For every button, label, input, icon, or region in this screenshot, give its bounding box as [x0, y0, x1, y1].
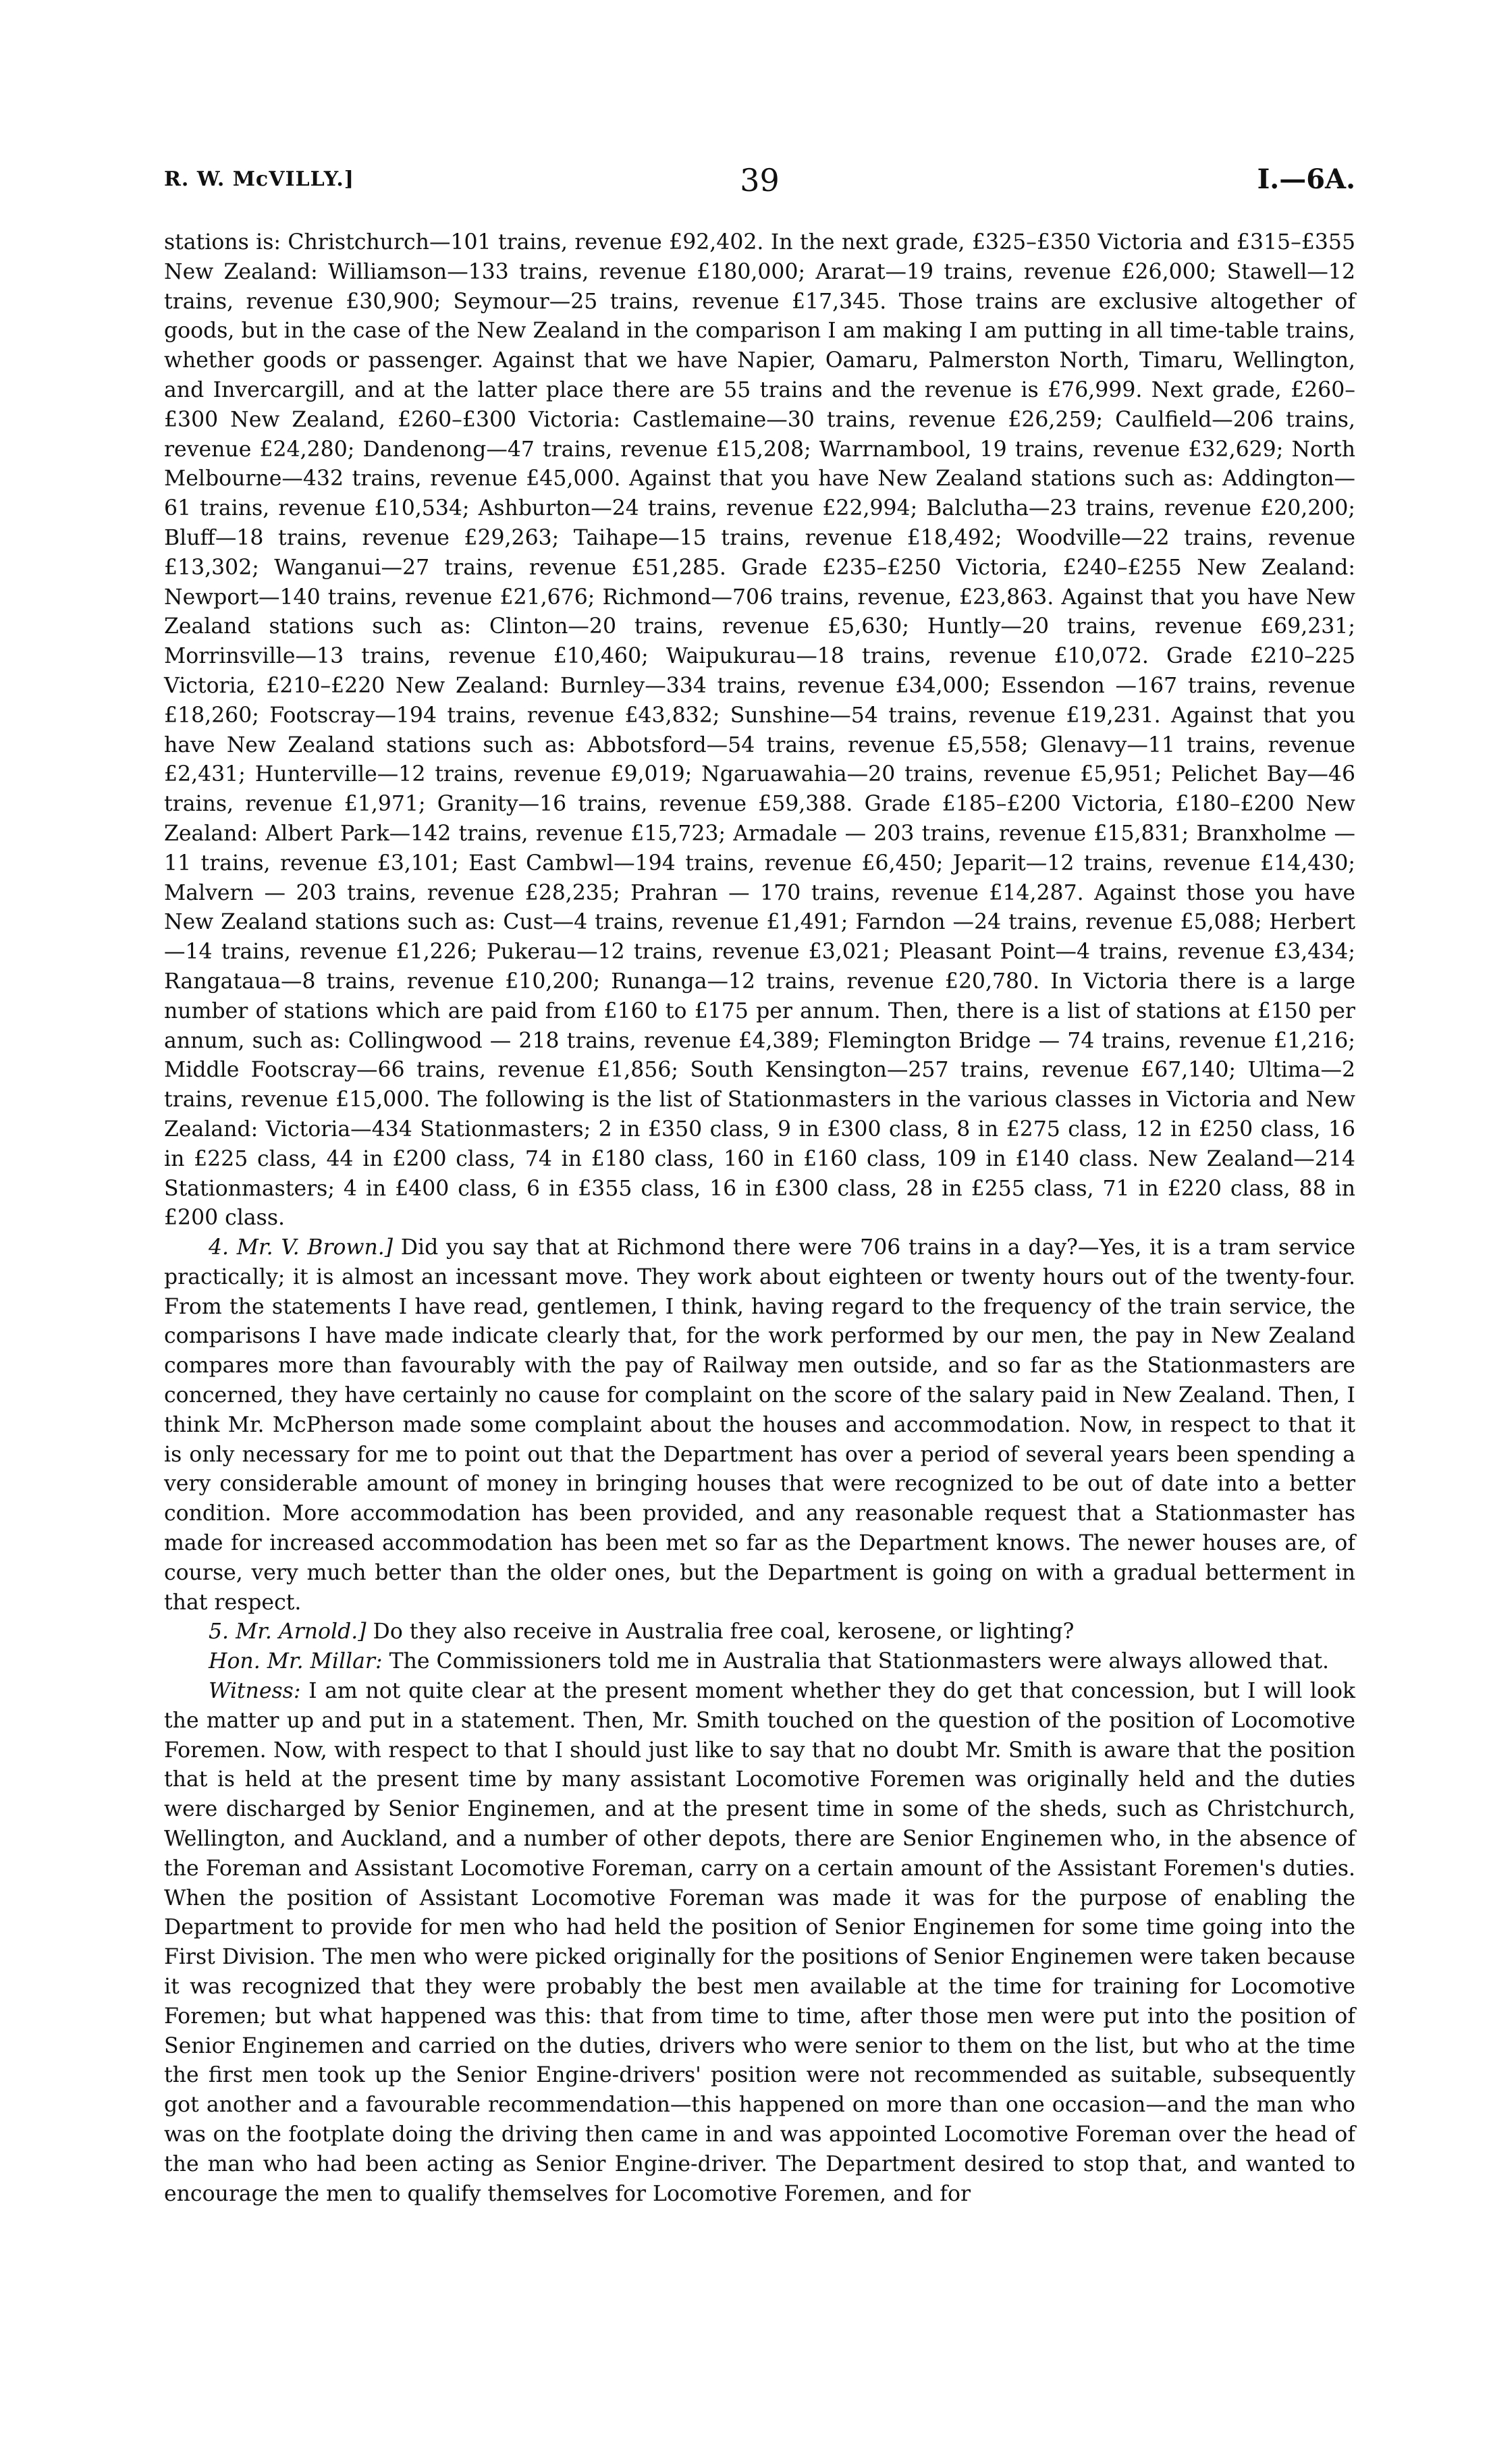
speaker-label: 5. Mr. Arnold.] [209, 1619, 367, 1644]
paragraph-millar [164, 1647, 1355, 1677]
speaker-label: Hon. Mr. Millar: [209, 1649, 383, 1674]
page-header [164, 162, 1355, 203]
document-reference: I.—6A. [1257, 163, 1355, 195]
page-number: 39 [740, 162, 780, 198]
body-text [164, 228, 1355, 2209]
header-author: R. W. McVILLY.] [164, 167, 354, 191]
paragraph-text: I am not quite clear at the present moment whether they do get that concession, but I will look the matter up and put in a statement. Then, Mr. Smith touched on the question of the position of Locomotive Foremen. Now, with respect to that I should just like to say that no doubt Mr. Smith is aware that the position that is held at the present time by many assistant Locomotive Foremen was originally held and the duties were discharged by Senior Enginemen, and at the present time in some of the sheds, such as Christchurch, Wellington, and Auckland, and a number of other depots, there are Senior Enginemen who, in the absence of the Foreman and Assistant Locomotive Foreman, carry on a certain amount of the Assistant Foremen's duties. When the position of Assistant Locomotive Foreman was made it was for the purpose of enabling the Department to provide for men who had held the position of Senior Enginemen for some time going into the First Division. The men who were picked originally for the positions of Senior Enginemen were taken because it was recognized that they were probably the best men available at the time for training for Locomotive Foremen; but what happened was this: that from time to time, after those men were put into the position of Senior Enginemen and carried on the duties, drivers who were senior to them on the list, but who at the time the first men took up the Senior Engine-drivers' position were not recommended as suitable, subsequently got another and a favourable recommendation—this happened on more than one occasion—and the man who was on the footplate doing the driving then came in and was appointed Locomotive Foreman over the head of the man who had been acting as Senior Engine-driver. The Department desired to stop that, and wanted to encourage the men to qualify themselves for Locomotive Foremen, and for [164, 1679, 1355, 2206]
speaker-label: 4. Mr. V. Brown.] [209, 1235, 394, 1260]
paragraph-text: Do they also receive in Australia free coal, kerosene, or lighting? [366, 1619, 1075, 1644]
paragraph-text: Did you say that at Richmond there were 706 trains in a day?—Yes, it is a tram service practically; it is almost an incessant move. They work about eighteen or twenty hours out of the twenty-four. From the statements I have read, gentlemen, I think, having regard to the frequency of the train service, the comparisons I have made indicate clearly that, for the work performed by our men, the pay in New Zealand compares more than favourably with the pay of Railway men outside, and so far as the Stationmasters are concerned, they have certainly no cause for complaint on the score of the salary paid in New Zealand. Then, I think Mr. McPherson made some complaint about the houses and accommodation. Now, in respect to that it is only necessary for me to point out that the Department has over a period of several years been spending a very considerable amount of money in bringing houses that were recognized to be out of date into a better condition. More accommodation has been provided, and any reasonable request that a Stationmaster has made for increased accommodation has been met so far as the Department knows. The newer houses are, of course, very much better than the older ones, but the Department is going on with a gradual betterment in that respect. [164, 1235, 1356, 1615]
paragraph-station-comparison: stations is: Christchurch—101 trains, revenue £92,402. In the next grade, £325–£350 Victoria and £315–£355 New Zealand: Williamson—133 trains, revenue £180,000; Ararat—19 trains, revenue £26,000; Stawell—12 trains, revenue £30,900; Seymour—25 trains, revenue £17,345. Those trains are exclusive altogether of goods, but in the case of the New Zealand in the comparison I am making I am putting in all time-table trains, whether goods or passenger. Against that we have Napier, Oamaru, Palmerston North, Timaru, Wellington, and Invercargill, and at the latter place there are 55 trains and the revenue is £76,999. Next grade, £260–£300 New Zealand, £260–£300 Victoria: Castlemaine—30 trains, revenue £26,259; Caulfield—206 trains, revenue £24,280; Dandenong—47 trains, revenue £15,208; Warrnambool, 19 trains, revenue £32,629; North Melbourne—432 trains, revenue £45,000. Against that you have New Zealand stations such as: Addington—61 trains, revenue £10,534; Ashburton—24 trains, revenue £22,994; Balclutha—23 trains, revenue £20,200; Bluff—18 trains, revenue £29,263; Taihape—15 trains, revenue £18,492; Woodville—22 trains, revenue £13,302; Wanganui—27 trains, revenue £51,285. Grade £235–£250 Victoria, £240–£255 New Zealand: Newport—140 trains, revenue £21,676; Richmond—706 trains, revenue, £23,863. Against that you have New Zealand stations such as: Clinton—20 trains, revenue £5,630; Huntly—20 trains, revenue £69,231; Morrinsville—13 trains, revenue £10,460; Waipukurau—18 trains, revenue £10,072. Grade £210–225 Victoria, £210–£220 New Zealand: Burnley—334 trains, revenue £34,000; Essendon —167 trains, revenue £18,260; Footscray—194 trains, revenue £43,832; Sunshine—54 trains, revenue £19,231. Against that you have New Zealand stations such as: Abbotsford—54 trains, revenue £5,558; Glenavy—11 trains, revenue £2,431; Hunterville—12 trains, revenue £9,019; Ngaruawahia—20 trains, revenue £5,951; Pelichet Bay—46 trains, revenue £1,971; Granity—16 trains, revenue £59,388. Grade £185–£200 Victoria, £180–£200 New Zealand: Albert Park—142 trains, revenue £15,723; Armadale — 203 trains, revenue £15,831; Branxholme — 11 trains, revenue £3,101; East Cambwl—194 trains, revenue £6,450; Jeparit—12 trains, revenue £14,430; Malvern — 203 trains, revenue £28,235; Prahran — 170 trains, revenue £14,287. Against those you have New Zealand stations such as: Cust—4 trains, revenue £1,491; Farndon —24 trains, revenue £5,088; Herbert—14 trains, revenue £1,226; Pukerau—12 trains, revenue £3,021; Pleasant Point—4 trains, revenue £3,434; Rangataua—8 trains, revenue £10,200; Runanga—12 trains, revenue £20,780. In Victoria there is a large number of stations which are paid from £160 to £175 per annum. Then, there is a list of stations at £150 per annum, such as: Collingwood — 218 trains, revenue £4,389; Flemington Bridge — 74 trains, revenue £1,216; Middle Footscray—66 trains, revenue £1,856; South Kensington—257 trains, revenue £67,140; Ultima—2 trains, revenue £15,000. The following is the list of Stationmasters in the various classes in Victoria and New Zealand: Victoria—434 Stationmasters; 2 in £350 class, 9 in £300 class, 8 in £275 class, 12 in £250 class, 16 in £225 class, 44 in £200 class, 74 in £180 class, 160 in £160 class, 109 in £140 class. New Zealand—214 Stationmasters; 4 in £400 class, 6 in £355 class, 16 in £300 class, 28 in £255 class, 71 in £220 class, 88 in £200 class. [164, 230, 1355, 1231]
paragraph-text: The Commissioners told me in Australia that Stationmasters were always allowed that. [382, 1649, 1330, 1674]
paragraph-witness [164, 1677, 1355, 2209]
speaker-label: Witness: [209, 1679, 301, 1704]
paragraph-question-5 [164, 1617, 1355, 1647]
paragraph-question-4 [164, 1233, 1355, 1617]
